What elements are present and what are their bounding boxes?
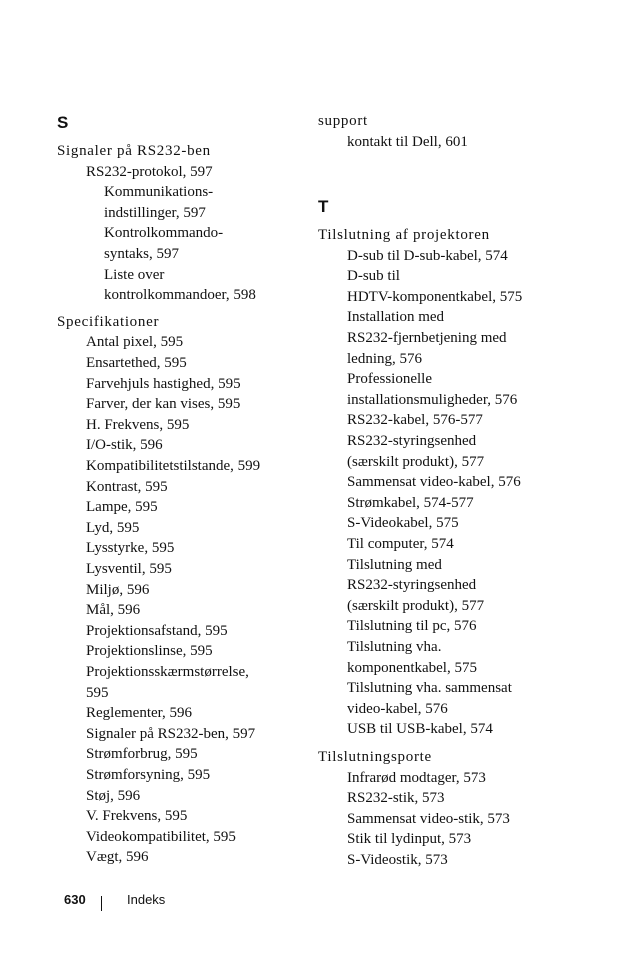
index-sub-entry: ledning, 576 [347,350,422,367]
index-sub-entry: Projektionsskærmstørrelse, [86,664,249,680]
index-sub-entry: Installation med [347,309,445,326]
index-main-entry: Tilslutning af projektoren [318,227,490,243]
index-sub-entry: Strømkabel, 574-577 [347,494,474,511]
index-sub-entry: Lysstyrke, 595 [86,540,175,557]
index-sub-entry: RS232-protokol, 597 [86,163,213,180]
index-sub-entry: Projektionslinse, 595 [86,643,213,660]
footer-divider [101,896,102,911]
index-sub-entry: S-Videostik, 573 [347,852,448,868]
index-sub-entry: Farvehjuls hastighed, 595 [86,375,241,392]
index-sub-entry: RS232-styringsenhed [347,577,477,594]
index-main-entry: Signaler på RS232-ben [57,143,211,159]
index-sub-entry: indstillinger, 597 [104,204,206,221]
page-number: 630 [64,892,86,907]
index-sub-entry: video-kabel, 576 [347,700,448,717]
index-sub-entry: Tilslutning med [347,556,442,573]
index-sub-entry: Infrarød modtager, 573 [347,769,486,786]
index-sub-entry: Miljø, 596 [86,581,150,598]
index-sub-entry: D-sub til [347,268,400,285]
index-sub-entry: Strømforbrug, 595 [86,746,198,763]
index-sub-entry: D-sub til D-sub-kabel, 574 [347,247,508,264]
index-sub-entry: Farver, der kan vises, 595 [86,396,241,413]
index-main-entry: support [318,113,368,129]
index-sub-entry: RS232-styringsenhed [347,433,477,449]
index-sub-entry: V. Frekvens, 595 [86,808,188,825]
index-sub-entry: Kommunikations- [104,184,214,201]
index-sub-entry: kontakt til Dell, 601 [347,133,468,150]
index-sub-entry: Antal pixel, 595 [86,334,184,351]
index-sub-entry: kontrolkommandoer, 598 [104,287,256,304]
index-sub-entry: RS232-kabel, 576-577 [347,412,483,429]
index-sub-entry: Til computer, 574 [347,536,454,552]
index-sub-entry: Stik til lydinput, 573 [347,831,472,848]
index-main-entry: Tilslutningsporte [318,749,432,765]
index-sub-entry: RS232-stik, 573 [347,790,445,807]
index-sub-entry: Liste over [104,266,165,283]
index-sub-entry: Sammensat video-stik, 573 [347,810,510,827]
index-sub-entry: Lampe, 595 [86,499,158,516]
index-sub-entry: Kompatibilitetstilstande, 599 [86,458,261,474]
index-sub-entry: Reglementer, 596 [86,705,193,722]
index-sub-entry: Videokompatibilitet, 595 [86,828,236,845]
index-sub-entry: Tilslutning vha. sammensat [347,680,512,697]
index-sub-entry: Kontrast, 595 [86,478,168,495]
index-sub-entry: (særskilt produkt), 577 [347,597,485,614]
index-sub-entry: Sammensat video-kabel, 576 [347,474,521,491]
index-sub-entry: Tilslutning vha. [347,639,442,655]
index-sub-entry: USB til USB-kabel, 574 [347,721,493,738]
index-sub-entry: Professionelle [347,371,432,388]
index-sub-entry: installationsmuligheder, 576 [347,391,518,408]
index-sub-entry: S-Videokabel, 575 [347,515,459,532]
index-sub-entry: H. Frekvens, 595 [86,416,190,433]
index-letter-t: T [318,197,329,216]
index-sub-entry: Lyd, 595 [86,519,140,536]
index-letter-s: S [57,113,69,132]
index-sub-entry: Støj, 596 [86,787,141,804]
index-sub-entry: Projektionsafstand, 595 [86,622,228,639]
index-sub-entry: (særskilt produkt), 577 [347,453,485,470]
index-sub-entry: Lysventil, 595 [86,561,172,577]
index-sub-entry: Mål, 596 [86,602,141,619]
page-footer [0,888,636,918]
footer-section-title: Indeks [127,892,166,907]
index-sub-entry: Signaler på RS232-ben, 597 [86,725,256,742]
index-sub-entry: Ensartethed, 595 [86,355,187,371]
index-sub-entry: 595 [86,684,109,701]
index-sub-entry: I/O-stik, 596 [86,437,163,454]
index-sub-entry: komponentkabel, 575 [347,659,477,676]
index-sub-entry: Tilslutning til pc, 576 [347,618,477,635]
index-sub-entry: RS232-fjernbetjening med [347,330,507,346]
index-sub-entry: HDTV-komponentkabel, 575 [347,288,523,305]
index-sub-entry: Strømforsyning, 595 [86,767,211,783]
index-sub-entry: syntaks, 597 [104,246,179,262]
index-main-entry: Specifikationer [57,313,160,330]
index-sub-entry: Vægt, 596 [86,849,149,866]
index-sub-entry: Kontrolkommando- [104,225,224,242]
